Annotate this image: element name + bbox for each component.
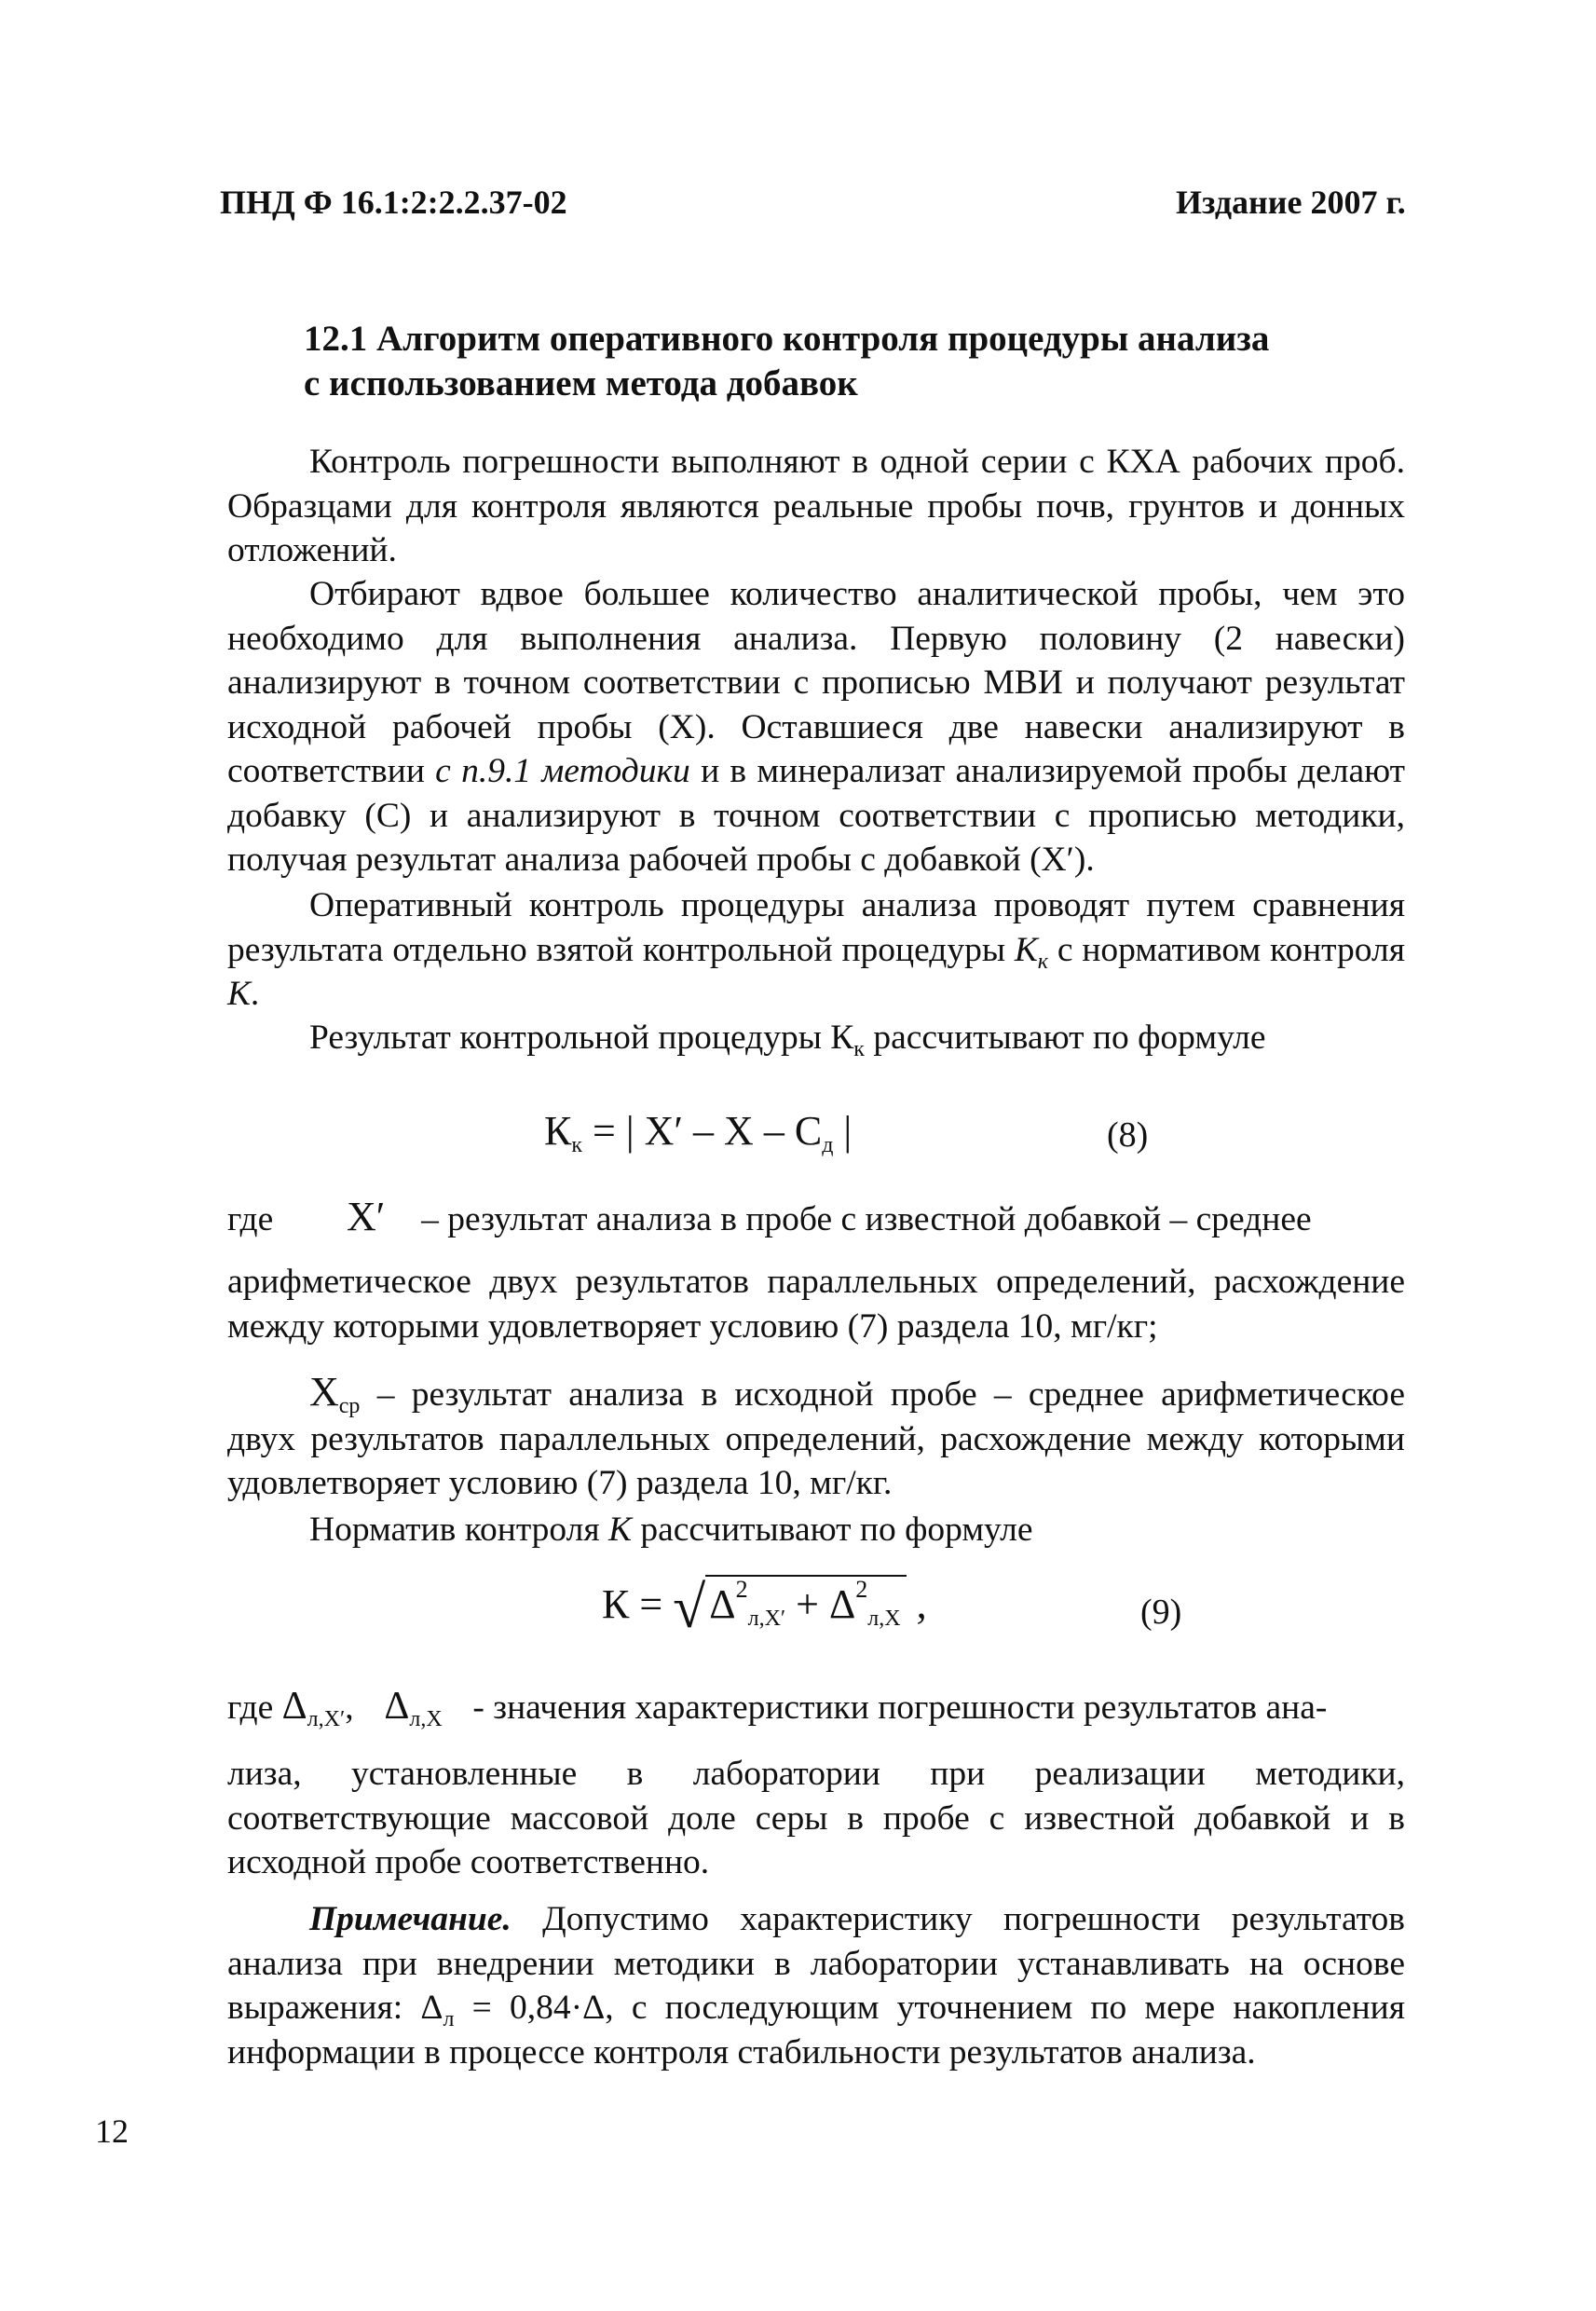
p3-part-a: Оперативный контроль процедуры анализа проводят путем сравнения результата отдельно взятой контрольной процедуры [227,886,1405,969]
page-number: 12 [95,2113,129,2150]
where-x-prime [227,1195,1405,1242]
paragraph-control-error: Контроль погрешности выполняют в одной серии с КХА рабочих проб. Образцами для контроля являются реальные пробы почв, грунтов и донных отложений. [227,443,1405,569]
paragraph-x-prime-cont: арифметическое двух результатов параллельных определений, расхождение между которыми удовлетворяет условию (7) раздела 10, мг/кг; [227,1263,1405,1346]
paragraph-norm-intro: Норматив контроля К рассчитывают по формуле [309,1511,1033,1549]
p3-part-b: с нормативом контроля [1048,930,1405,969]
note-paragraph: Примечание. Допустимо характеристику погрешности результатов анализа при внедрении методики в лаборатории устанавливать на основе выражения: $\Delta_л = 0,84\cdot\Delta$, с последующим уточнением по мере накопления информации в процессе контроля стабильности результатов анализа. [227,1900,1405,2072]
section-title [304,317,1422,406]
paragraph-result-formula-intro: Результат контрольной процедуры $К_к$ рассчитывают по формуле [309,1019,1266,1061]
p2-part-a: Отбирают вдвое большее количество аналитической пробы, чем это необходимо для выполнения анализа. Первую половину (2 навески) анализируют в точном соответствии с прописью МВИ и получают результат исходной рабочей пробы (X). Оставшиеся две навески анализируют в соответствии [227,575,1405,790]
document-code: ПНД Ф 16.1:2:2.2.37-02 [220,184,567,221]
p2-method-ref: с п.9.1 методики [435,752,690,790]
paragraph-sampling [227,572,1405,882]
formula-9: $К = √\Delta^2_{л,X'} + \Delta^2_{л,X}$ , [602,1574,927,1640]
paragraph-x-avg: $X_{ср}$ – результат анализа в исходной пробе – среднее арифметическое двух результатов параллельных определений, расхождение между которыми удовлетворяет условию (7) раздела 10, мг/кг. [227,1369,1405,1502]
where-word: где [227,1200,274,1238]
p3-k: К [227,975,251,1013]
formula-9-number: (9) [1140,1593,1182,1632]
paragraph-operational-control [227,883,1405,1017]
sqrt-icon: √ [673,1574,706,1640]
p3-part-c: . [250,975,260,1013]
formula-8: $К_к$ = | X′ – X – $C_д$ | [544,1108,853,1157]
paragraph-delta-cont: лиза, установленные в лаборатории при реализации методики, соответствующие массовой доле серы в пробе с известной добавкой и в исходной пробе соответственно. [227,1755,1405,1881]
p3-kk: $К_к$ [1014,930,1049,974]
x-prime-symbol: X′ [347,1194,386,1239]
formula-8-number: (8) [1107,1115,1149,1155]
x-prime-definition: – результат анализа в пробе с известной добавкой – среднее [421,1200,1312,1238]
note-label: Примечание. [309,1900,512,1938]
section-title-line2: с использованием метода добавок [304,363,858,403]
section-title-line1: 12.1 Алгоритм оперативного контроля процедуры анализа [304,319,1270,359]
p2-part-b: и в минерализат анализируемой пробы делают добавку (С) и анализируют в точном соответствии с прописью методики, получая результат анализа рабочей пробы с добавкой (X′). [227,752,1405,879]
where-delta: где $\Delta_{л,X'}$, $\Delta_{л,X}$ - значения характеристики погрешности результатов ана- [227,1685,1328,1731]
edition-label: Издание 2007 г. [1176,184,1406,221]
